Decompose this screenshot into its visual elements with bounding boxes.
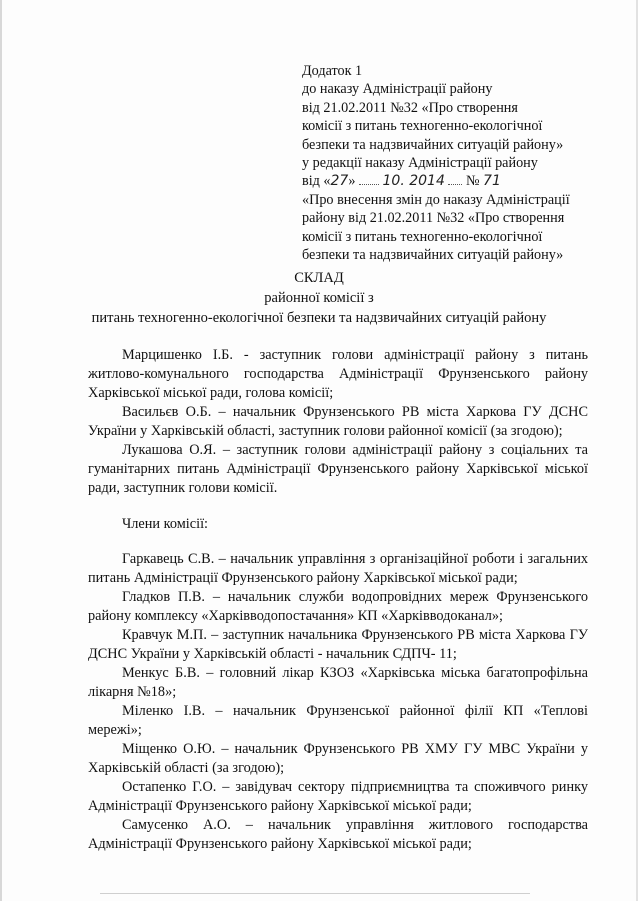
leadership-list [88,346,588,498]
document-subtitle-2: питань техногенно-екологічної безпеки та надзвичайних ситуацій району [91,310,547,326]
document-subtitle: районної комісії з [264,290,374,306]
leadership-entry: Лукашова О.Я. – заступник голови адміністрації району з соціальних та гуманітарних питань Адміністрації Фрунзенського району Харківської міської ради, заступник голови комісії. [88,442,588,496]
date-quote-close: » [348,173,356,190]
addendum-date-line [302,172,602,190]
handwritten-number: 71 [483,173,501,190]
members-heading: Члени комісії: [122,516,209,532]
member-entry: Гладков П.В. – начальник служби водопровідних мереж Фрунзенського району комплексу «Харківводопостачання» КП «Харківводоканал»; [88,589,588,624]
member-entry: Остапенко Г.О. – завідувач сектору підприємництва та споживчого ринку Адміністрації Фрунзенського району Харківської міської ради; [88,779,588,814]
handwritten-month-year: 10. 2014 [382,173,445,190]
addendum-line: Додаток 1 [302,63,363,79]
handwritten-day: 27 [330,173,349,190]
number-sign: № [465,173,480,190]
addendum-line: від 21.02.2011 №32 «Про створення [302,99,518,116]
addendum-line: комісії з питань техногенно-екологічної [302,228,543,245]
addendum-line: безпеки та надзвичайних ситуацій району» [302,247,564,264]
member-entry: Міщенко О.Ю. – начальник Фрунзенського РВ ХМУ ГУ МВС України у Харківській області (за згодою); [88,741,588,776]
document-title: СКЛАД [294,270,344,286]
addendum-line: у редакції наказу Адміністрації району [302,155,538,172]
member-entry: Гаркавець С.В. – начальник управління з організаційної роботи і загальних питань Адміністрації Фрунзенського району Харківської міської ради; [88,551,588,586]
addendum-line: комісії з питань техногенно-екологічної [302,118,543,135]
scan-bottom-edge [100,893,530,894]
date-fill-line [359,172,379,185]
leadership-entry: Васильєв О.Б. – начальник Фрунзенського РВ міста Харкова ГУ ДСНС України у Харківській області, заступник голови районної комісії (за згодою); [88,404,588,439]
addendum-line: «Про внесення змін до наказу Адміністрації [302,191,570,208]
addendum-line: району від 21.02.2011 №32 «Про створення [302,210,565,227]
member-entry: Самусенко А.О. – начальник управління житлового господарства Адміністрації Фрунзенського району Харківської міської ради; [88,817,588,852]
date-fill-line [448,172,462,185]
date-prefix: від « [302,173,331,190]
member-entry: Менкус Б.В. – головний лікар КЗОЗ «Харківська міська багатопрофільна лікарня №18»; [88,665,588,700]
addendum-block [302,62,602,264]
member-entry: Кравчук М.П. – заступник начальника Фрунзенського РВ міста Харкова ГУ ДСНС України у Харківській області - начальник СДПЧ- 11; [88,627,588,662]
member-entry: Міленко І.В. – начальник Фрунзенської районної філії КП «Теплові мережі»; [88,703,588,738]
page-edge-left [0,0,2,901]
leadership-entry: Марцишенко І.Б. - заступник голови адміністрації району з питань житлово-комунального господарства Адміністрації Фрунзенського району Харківської міської ради, голова комісії; [88,347,588,401]
addendum-line: до наказу Адміністрації району [302,81,493,98]
addendum-line: безпеки та надзвичайних ситуацій району» [302,136,564,153]
members-list [88,550,588,854]
